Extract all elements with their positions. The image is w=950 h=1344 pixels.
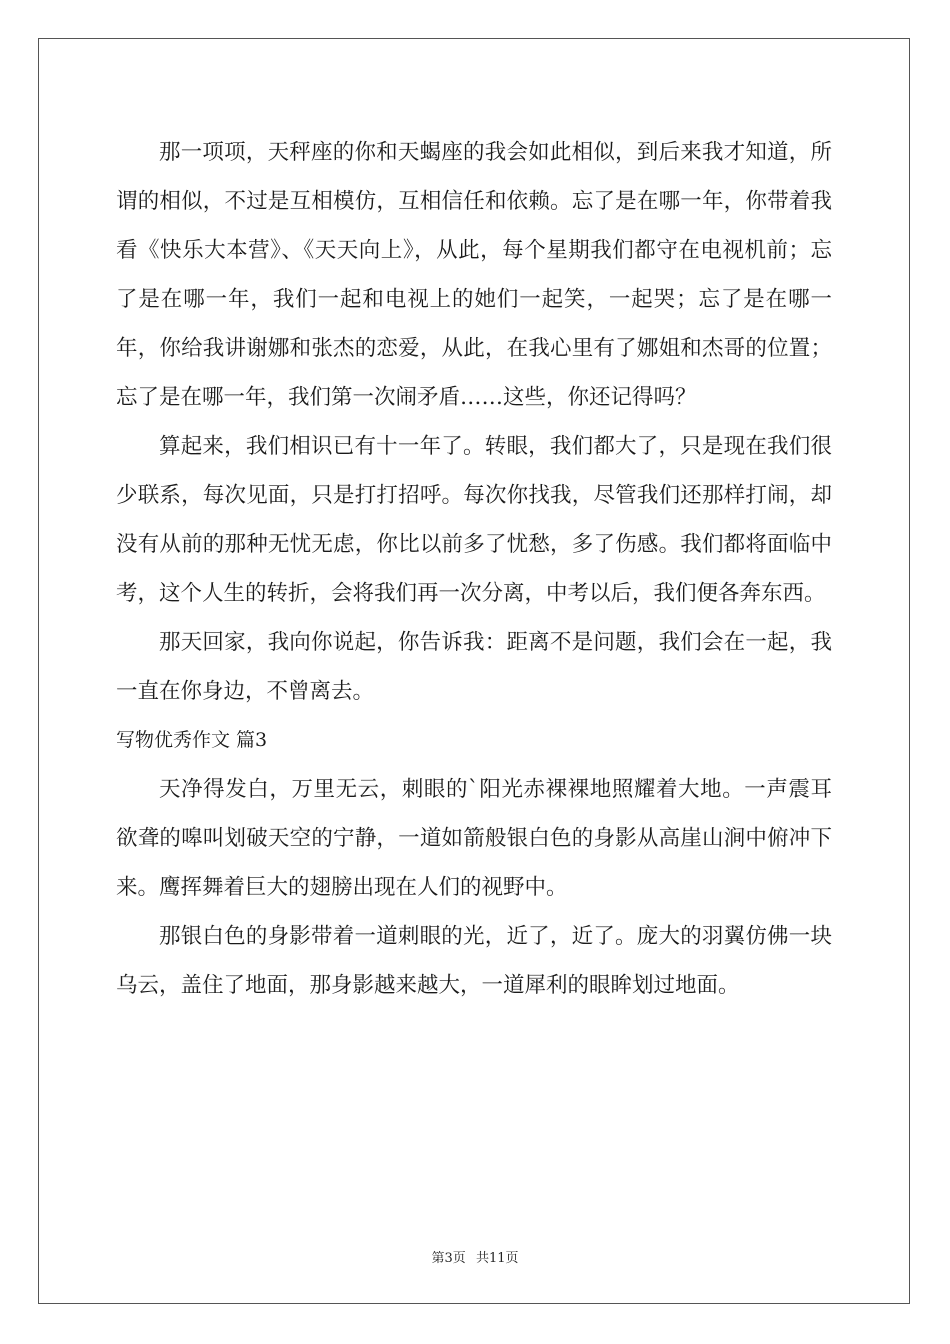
paragraph: 天净得发白，万里无云，刺眼的`阳光赤裸裸地照耀着大地。一声震耳欲聋的嗥叫划破天空的宁静，一道如箭般银白色的身影从高崖山涧中俯冲下来。鹰挥舞着巨大的翅膀出现在人们的视野中。 xyxy=(116,777,832,900)
section-heading: 写物优秀作文 篇3 xyxy=(116,729,268,751)
paragraph: 算起来，我们相识已有十一年了。转眼，我们都大了，只是现在我们很少联系，每次见面，只是打打招呼。每次你找我，尽管我们还那样打闹，却没有从前的那种无忧无虑，你比以前多了忧愁，多了伤感。我们都将面临中考，这个人生的转折，会将我们再一次分离，中考以后，我们便各奔东西。 xyxy=(116,434,832,606)
page-footer xyxy=(0,1247,950,1266)
paragraph: 那一项项，天秤座的你和天蝎座的我会如此相似，到后来我才知道，所谓的相似，不过是互相模仿，互相信任和依赖。忘了是在哪一年，你带着我看《快乐大本营》、《天天向上》，从此，每个星期我们都守在电视机前；忘了是在哪一年，我们一起和电视上的她们一起笑，一起哭；忘了是在哪一年，你给我讲谢娜和张杰的恋爱，从此，在我心里有了娜姐和杰哥的位置；忘了是在哪一年，我们第一次闹矛盾……这些，你还记得吗？ xyxy=(116,140,832,410)
page-total: 共11页 xyxy=(475,1251,519,1266)
page-number: 第3页 xyxy=(431,1251,466,1266)
document-body xyxy=(116,128,832,1010)
paragraph: 那天回家，我向你说起，你告诉我：距离不是问题，我们会在一起，我一直在你身边，不曾离去。 xyxy=(116,630,832,704)
paragraph: 那银白色的身影带着一道刺眼的光，近了，近了。庞大的羽翼仿佛一块乌云，盖住了地面，那身影越来越大，一道犀利的眼眸划过地面。 xyxy=(116,924,832,998)
